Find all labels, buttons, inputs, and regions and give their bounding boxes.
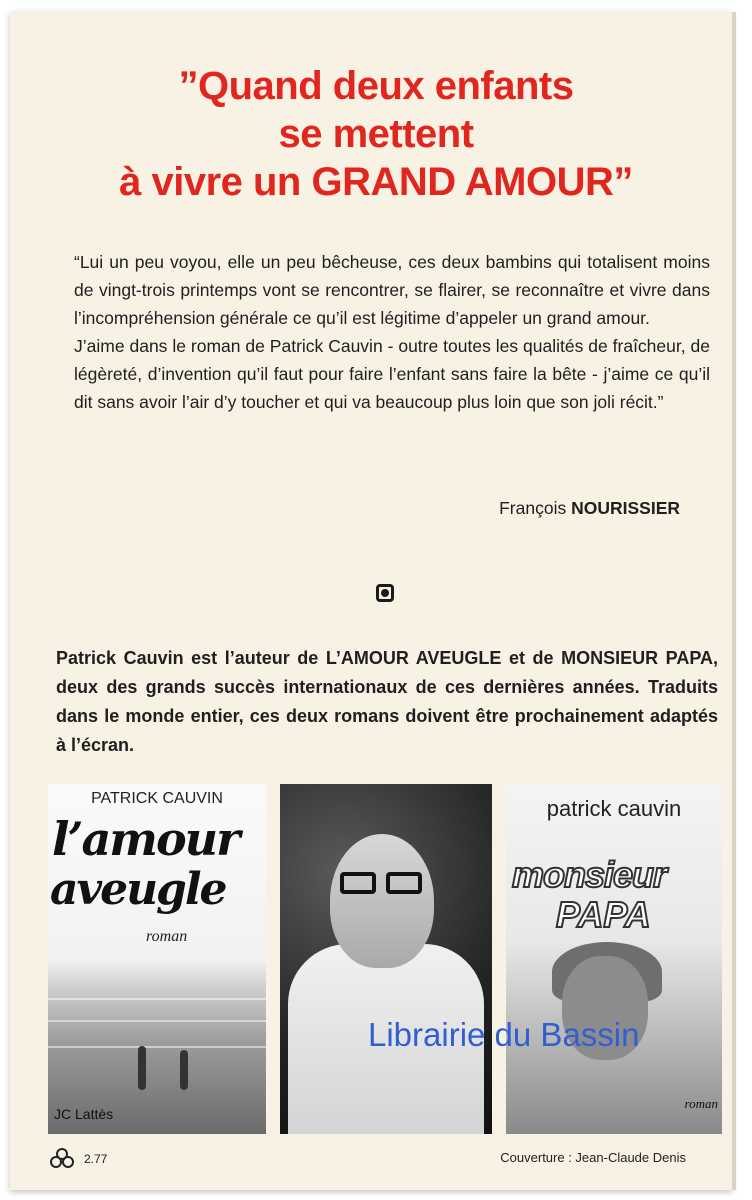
watermark: Librairie du Bassin xyxy=(368,1016,640,1053)
signature-first-name: François xyxy=(499,498,567,518)
quote-signature xyxy=(499,498,680,519)
price-code: 2.77 xyxy=(84,1152,108,1166)
book-back-cover xyxy=(10,12,732,1190)
cover1-author: PATRICK CAUVIN xyxy=(91,790,223,807)
author-face xyxy=(330,834,434,968)
author-portrait xyxy=(280,784,492,1134)
ornament-icon xyxy=(376,584,394,602)
cover3-author: patrick cauvin xyxy=(546,796,682,821)
wave-line xyxy=(48,998,266,1000)
wave-line xyxy=(48,1046,266,1048)
cover1-publisher: JC Lattès xyxy=(54,1106,114,1122)
running-child-figure xyxy=(138,1046,146,1090)
cover1-genre: roman xyxy=(146,928,188,945)
cover3-title-line-2: PAPA xyxy=(556,894,651,935)
cover1-title-line-1: l’amour xyxy=(52,812,239,866)
headline-line-1: ”Quand deux enfants xyxy=(178,64,574,108)
quote-paragraph-2: J’aime dans le roman de Patrick Cauvin - outre toutes les qualités de fraîcheur, de légèreté, d’invention qu’il faut pour faire l’enfant sans faire la bête - j’aime ce qu’il dit sans avoir l’air d’y toucher et qui va beaucoup plus loin que son joli récit.” xyxy=(74,336,710,412)
cover3-genre: roman xyxy=(684,1096,718,1111)
review-quote xyxy=(74,248,710,416)
cover-amour-aveugle xyxy=(48,784,266,1134)
quote-paragraph-1: “Lui un peu voyou, elle un peu bêcheuse, ces deux bambins qui totalisent moins de vingt-trois printemps vont se rencontrer, se flairer, se reconnaître et vivre dans l’incompréhension générale ce qu’il est légitime d’appeler un grand amour. xyxy=(74,252,710,328)
signature-last-name: NOURISSIER xyxy=(571,498,680,518)
glasses-icon xyxy=(340,872,424,894)
wave-line xyxy=(48,1020,266,1022)
cover3-title-line-1: monsieur xyxy=(512,854,667,895)
headline xyxy=(50,62,702,206)
cover1-title-line-2: aveugle xyxy=(50,864,226,915)
cover-credit: Couverture : Jean-Claude Denis xyxy=(500,1150,686,1165)
running-child-figure xyxy=(180,1050,188,1090)
cover-monsieur-papa xyxy=(506,784,722,1134)
headline-line-3: à vivre un GRAND AMOUR” xyxy=(119,160,633,204)
publisher-logo-icon xyxy=(50,1148,74,1168)
author-bio: Patrick Cauvin est l’auteur de L’AMOUR AVEUGLE et de MONSIEUR PAPA, deux des grands succès internationaux de ces dernières années. Traduits dans le monde entier, ces deux romans doivent être prochainement adaptés à l’écran. xyxy=(56,648,718,755)
headline-line-2: se mettent xyxy=(278,112,474,156)
